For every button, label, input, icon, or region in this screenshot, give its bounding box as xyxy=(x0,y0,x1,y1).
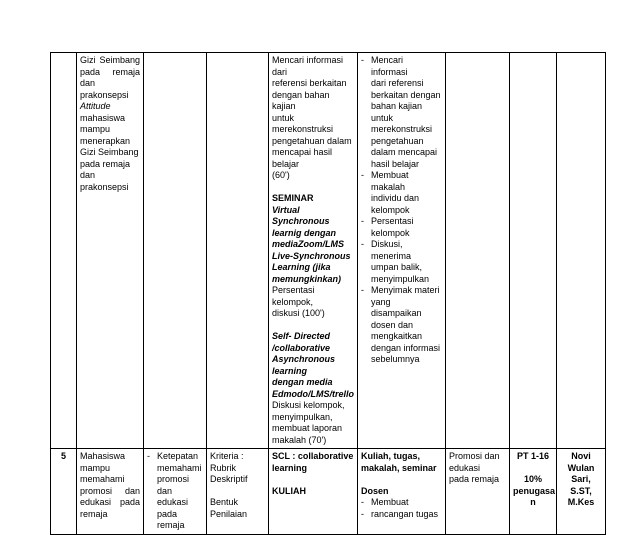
method-text: SCL : collaborative xyxy=(272,451,354,461)
row-number: 5 xyxy=(51,449,77,535)
method-text: Mencari informasi dari xyxy=(272,55,344,77)
cell-material xyxy=(446,449,510,535)
cell-learning-activity xyxy=(358,53,446,449)
competency-text: memahami xyxy=(80,474,125,484)
activity-text: sebelumnya xyxy=(371,354,420,364)
material-text: Promosi dan xyxy=(449,451,500,461)
activity-text: kelompok xyxy=(371,204,410,215)
competency-text: mampu xyxy=(80,462,111,473)
competency-text: Gizi Seimbang xyxy=(80,147,139,157)
list-item xyxy=(361,285,442,366)
activity-text: rancangan tugas xyxy=(371,508,439,519)
method-text: Self- Directed xyxy=(272,331,331,341)
criteria-text: Rubrik xyxy=(210,462,237,473)
competency-text: promosi dan xyxy=(80,485,140,496)
method-text: dengan media xyxy=(272,377,333,387)
method-text: untuk merekonstruksi xyxy=(272,112,334,134)
method-text: membuat laporan xyxy=(272,423,343,433)
criteria-text: Penilaian xyxy=(210,508,248,519)
activity-text: Membuat makalah xyxy=(371,170,409,192)
method-text: mencapai hasil belajar xyxy=(272,147,333,169)
competency-text: pada remaja xyxy=(80,66,140,77)
method-text: makalah (70') xyxy=(272,434,327,445)
list-item xyxy=(361,509,442,521)
dash-marker: - xyxy=(147,451,150,461)
material-text: pada remaja xyxy=(449,474,500,484)
list-item xyxy=(361,216,442,239)
method-text: dengan bahan kajian xyxy=(272,89,330,111)
method-text: referensi berkaitan xyxy=(272,78,347,88)
method-text: menyimpulkan, xyxy=(272,411,333,422)
cell-lecturer xyxy=(557,449,606,535)
table-row xyxy=(51,449,606,535)
dash-marker: - xyxy=(361,285,364,295)
activity-text: Menyimak materi xyxy=(371,285,440,295)
activity-text: makalah, seminar xyxy=(361,462,437,473)
method-text: pengetahuan dalam xyxy=(272,135,352,146)
method-text: (60') xyxy=(272,170,290,180)
method-text: mediaZoom/LMS xyxy=(272,239,345,249)
method-text: Persentasi kelompok, xyxy=(272,285,315,307)
method-text: Edmodo/LMS/trello xyxy=(272,388,354,399)
competency-text: edukasi pada xyxy=(80,497,140,507)
indicator-text: remaja xyxy=(157,520,185,530)
activity-text: umpan balik, xyxy=(371,262,423,272)
activity-text: kelompok xyxy=(371,227,410,238)
method-text: Live-Synchronous xyxy=(272,250,351,261)
activity-text: dosen dan xyxy=(371,319,414,330)
competency-text: dan xyxy=(80,78,96,88)
criteria-text: Deskriptif xyxy=(210,474,248,484)
competency-text: dan xyxy=(80,170,96,180)
list-item xyxy=(361,239,442,285)
cell-indicator xyxy=(144,53,207,449)
cell-method xyxy=(269,53,358,449)
cell-method xyxy=(269,449,358,535)
activity-text: bahan kajian untuk xyxy=(371,101,423,123)
indicator-text: Ketepatan xyxy=(157,451,199,461)
method-text: learnig dengan xyxy=(272,227,337,238)
cell-learning-activity xyxy=(358,449,446,535)
dash-marker: - xyxy=(361,55,364,65)
cell-criteria xyxy=(207,53,269,449)
competency-text: Mahasiswa xyxy=(80,451,126,461)
activity-text: individu dan xyxy=(371,193,420,203)
method-text: learning xyxy=(272,462,308,473)
cell-weight xyxy=(510,53,557,449)
competency-text: Attitude xyxy=(80,101,111,111)
dash-marker: - xyxy=(361,239,364,249)
activity-text: pengetahuan xyxy=(371,135,424,146)
competency-text: remaja xyxy=(80,508,108,519)
activity-text: dari referensi xyxy=(371,78,424,88)
method-text: memungkinkan) xyxy=(272,273,342,284)
list-item xyxy=(361,170,442,216)
activity-text: hasil belajar xyxy=(371,158,420,169)
dash-marker: - xyxy=(361,508,364,519)
indicator-text: memahami xyxy=(157,462,202,473)
competency-text: mampu xyxy=(80,124,111,134)
weight-text: n xyxy=(530,497,536,507)
competency-text: prakonsepsi xyxy=(80,89,129,100)
lecturer-name: S.ST, M.Kes xyxy=(567,485,595,507)
cell-number xyxy=(51,53,77,449)
method-text: Diskusi kelompok, xyxy=(272,400,345,410)
indicator-text: edukasi pada xyxy=(157,497,189,519)
activity-text: yang disampaikan xyxy=(371,296,422,318)
method-text: Learning (jika xyxy=(272,262,331,272)
weight-text: 10% xyxy=(523,474,542,484)
seminar-heading: SEMINAR xyxy=(272,193,314,203)
cell-criteria xyxy=(207,449,269,535)
cell-competency xyxy=(77,449,144,535)
activity-text: Membuat xyxy=(371,497,409,507)
rps-table xyxy=(50,52,606,535)
method-text: Virtual Synchronous xyxy=(272,204,330,226)
method-text: diskusi (100') xyxy=(272,308,325,318)
competency-text: menerapkan xyxy=(80,135,131,146)
activity-text: Persentasi xyxy=(371,216,414,226)
dash-marker: - xyxy=(361,170,364,180)
activity-text: mengkaitkan xyxy=(371,331,423,341)
table-row xyxy=(51,53,606,449)
dosen-label: Dosen xyxy=(361,485,389,496)
cell-material xyxy=(446,53,510,449)
competency-text: prakonsepsi xyxy=(80,181,129,192)
activity-text: Mencari informasi xyxy=(371,55,408,77)
dash-marker: - xyxy=(361,216,364,226)
material-text: edukasi xyxy=(449,462,481,473)
cell-competency xyxy=(77,53,144,449)
method-text: /collaborative xyxy=(272,342,331,353)
cell-weight xyxy=(510,449,557,535)
competency-text: mahasiswa xyxy=(80,112,126,123)
competency-text: pada remaja xyxy=(80,158,131,169)
activity-text: Diskusi, menerima xyxy=(371,239,412,261)
indicator-text: promosi dan xyxy=(157,474,190,496)
kuliah-label: KULIAH xyxy=(272,485,306,496)
weight-week: PT 1-16 xyxy=(516,451,549,461)
activity-text: menyimpulkan xyxy=(371,273,430,284)
cell-lecturer xyxy=(557,53,606,449)
dash-marker: - xyxy=(361,497,364,507)
list-item xyxy=(361,55,442,170)
cell-indicator xyxy=(144,449,207,535)
activity-text: dengan informasi xyxy=(371,342,441,353)
lecturer-name: Novi Wulan Sari, xyxy=(567,451,595,484)
competency-text: Gizi Seimbang xyxy=(80,55,140,65)
activity-text: merekonstruksi xyxy=(371,124,433,134)
method-text: Asynchronous learning xyxy=(272,354,336,376)
activity-text: berkaitan dengan xyxy=(371,89,441,100)
list-item xyxy=(361,497,442,509)
activity-text: Kuliah, tugas, xyxy=(361,451,421,461)
weight-text: penugasa xyxy=(513,485,556,496)
activity-text: dalam mencapai xyxy=(371,147,438,157)
criteria-text: Bentuk xyxy=(210,497,239,507)
criteria-text: Kriteria : xyxy=(210,451,244,461)
